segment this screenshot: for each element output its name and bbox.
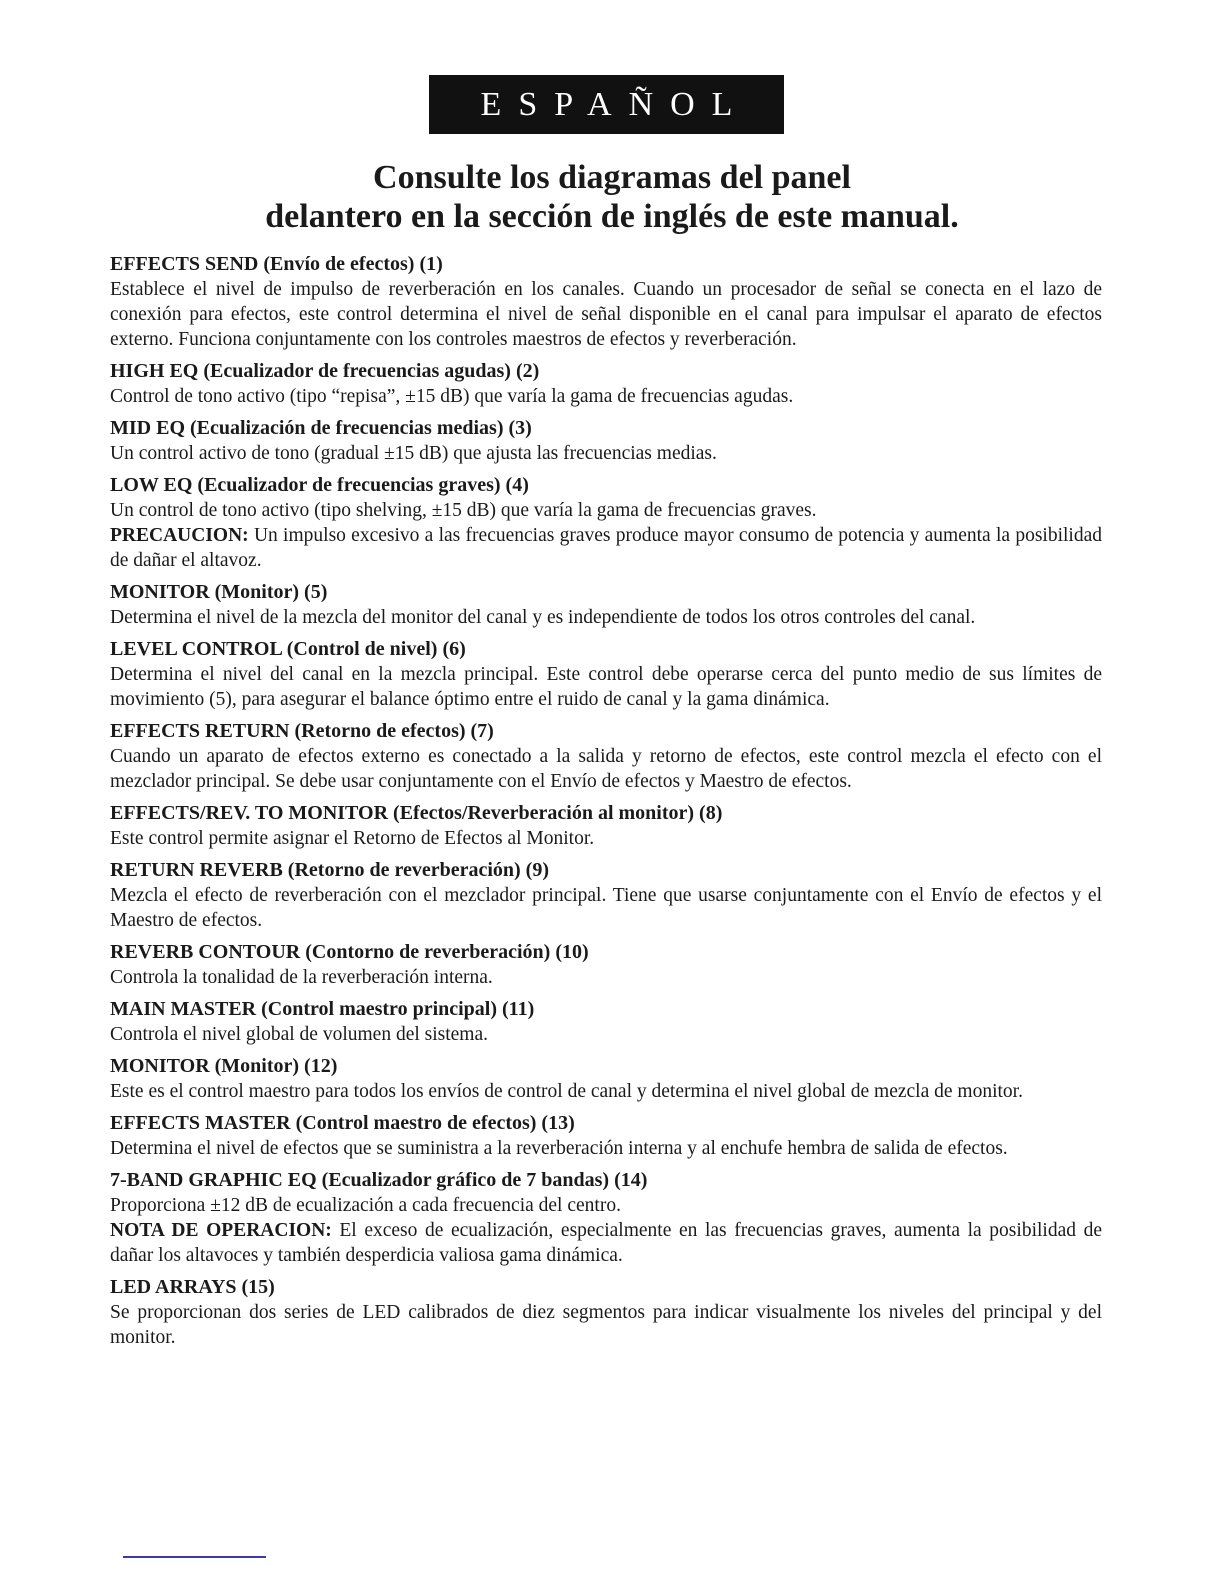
section-title: MAIN MASTER (Control maestro principal) (11) <box>110 998 535 1020</box>
section-title: MONITOR (Monitor) (5) <box>110 581 328 603</box>
section-high-eq <box>110 359 1102 409</box>
page-title <box>100 158 1124 236</box>
note-text: El exceso de ecualización, especialmente en las frecuencias graves, aumenta la posibilidad de dañar los altavoces y también desperdicia valiosa gama dinámica. <box>110 1220 1102 1266</box>
section-return-reverb <box>110 858 1102 933</box>
section-led-arrays <box>110 1275 1102 1350</box>
section-level-control <box>110 637 1102 712</box>
section-low-eq <box>110 473 1102 573</box>
section-body: Proporciona ±12 dB de ecualización a cada frecuencia del centro. <box>110 1195 621 1216</box>
section-body: Cuando un aparato de efectos externo es conectado a la salida y retorno de efectos, este control mezcla el efecto con el mezclador principal. Se debe usar conjuntamente con el Envío de efectos y Maestro de efectos. <box>110 746 1102 792</box>
section-effects-rev-to-monitor <box>110 801 1102 851</box>
section-effects-master <box>110 1111 1102 1161</box>
section-title: REVERB CONTOUR (Contorno de reverberación) (10) <box>110 941 589 963</box>
section-body: Mezcla el efecto de reverberación con el mezclador principal. Tiene que usarse conjuntamente con el Envío de efectos y el Maestro de efectos. <box>110 885 1102 931</box>
section-body: Determina el nivel del canal en la mezcla principal. Este control debe operarse cerca del punto medio de sus límites de movimiento (5), para asegurar el balance óptimo entre el ruido de canal y la gama dinámica. <box>110 664 1102 710</box>
section-body: Un control activo de tono (gradual ±15 dB) que ajusta las frecuencias medias. <box>110 443 717 464</box>
section-body: Establece el nivel de impulso de reverberación en los canales. Cuando un procesador de señal se conecta en el lazo de conexión para efectos, este control determina el nivel de señal disponible en el canal para impulsar el aparato de efectos externo. Funciona conjuntamente con los controles maestros de efectos y reverberación. <box>110 279 1102 350</box>
section-title: EFFECTS SEND (Envío de efectos) (1) <box>110 253 443 275</box>
language-banner: ESPAÑOL <box>429 75 784 134</box>
page-title-line-1: Consulte los diagramas del panel <box>373 159 851 196</box>
note-label: PRECAUCION: <box>110 525 249 546</box>
section-monitor-channel <box>110 580 1102 630</box>
section-title: 7-BAND GRAPHIC EQ (Ecualizador gráfico de 7 bandas) (14) <box>110 1169 648 1191</box>
section-body: Se proporcionan dos series de LED calibrados de diez segmentos para indicar visualmente los niveles del principal y del monitor. <box>110 1302 1102 1348</box>
note-text: Un impulso excesivo a las frecuencias graves produce mayor consumo de potencia y aumenta la posibilidad de dañar el altavoz. <box>110 525 1102 571</box>
operation-note <box>110 1218 1102 1268</box>
section-main-master <box>110 997 1102 1047</box>
section-title: EFFECTS MASTER (Control maestro de efectos) (13) <box>110 1112 575 1134</box>
section-body: Determina el nivel de efectos que se suministra a la reverberación interna y al enchufe hembra de salida de efectos. <box>110 1138 1008 1159</box>
page-title-line-2: delantero en la sección de inglés de este manual. <box>265 198 959 235</box>
section-body: Determina el nivel de la mezcla del monitor del canal y es independiente de todos los otros controles del canal. <box>110 607 976 628</box>
section-body: Controla el nivel global de volumen del sistema. <box>110 1024 489 1045</box>
section-effects-send <box>110 252 1102 352</box>
section-body: Este es el control maestro para todos los envíos de control de canal y determina el nivel global de mezcla de monitor. <box>110 1081 1023 1102</box>
section-body: Este control permite asignar el Retorno de Efectos al Monitor. <box>110 828 595 849</box>
section-body: Un control de tono activo (tipo shelving, ±15 dB) que varía la gama de frecuencias graves. <box>110 500 817 521</box>
section-title: RETURN REVERB (Retorno de reverberación) (9) <box>110 859 550 881</box>
section-mid-eq <box>110 416 1102 466</box>
section-reverb-contour <box>110 940 1102 990</box>
section-title: MONITOR (Monitor) (12) <box>110 1055 338 1077</box>
section-title: LED ARRAYS (15) <box>110 1276 275 1298</box>
section-title: MID EQ (Ecualización de frecuencias medias) (3) <box>110 417 532 439</box>
section-title: EFFECTS RETURN (Retorno de efectos) (7) <box>110 720 494 742</box>
control-descriptions <box>110 252 1102 1357</box>
section-title: HIGH EQ (Ecualizador de frecuencias agudas) (2) <box>110 360 540 382</box>
section-title: LOW EQ (Ecualizador de frecuencias graves) (4) <box>110 474 529 496</box>
section-monitor-master <box>110 1054 1102 1104</box>
section-body: Control de tono activo (tipo “repisa”, ±15 dB) que varía la gama de frecuencias agudas. <box>110 386 794 407</box>
section-title: LEVEL CONTROL (Control de nivel) (6) <box>110 638 466 660</box>
caution-note <box>110 523 1102 573</box>
note-label: NOTA DE OPERACION: <box>110 1220 332 1241</box>
section-effects-return <box>110 719 1102 794</box>
section-title: EFFECTS/REV. TO MONITOR (Efectos/Reverberación al monitor) (8) <box>110 802 723 824</box>
footnote-divider <box>123 1556 266 1558</box>
section-graphic-eq <box>110 1168 1102 1268</box>
section-body: Controla la tonalidad de la reverberación interna. <box>110 967 493 988</box>
